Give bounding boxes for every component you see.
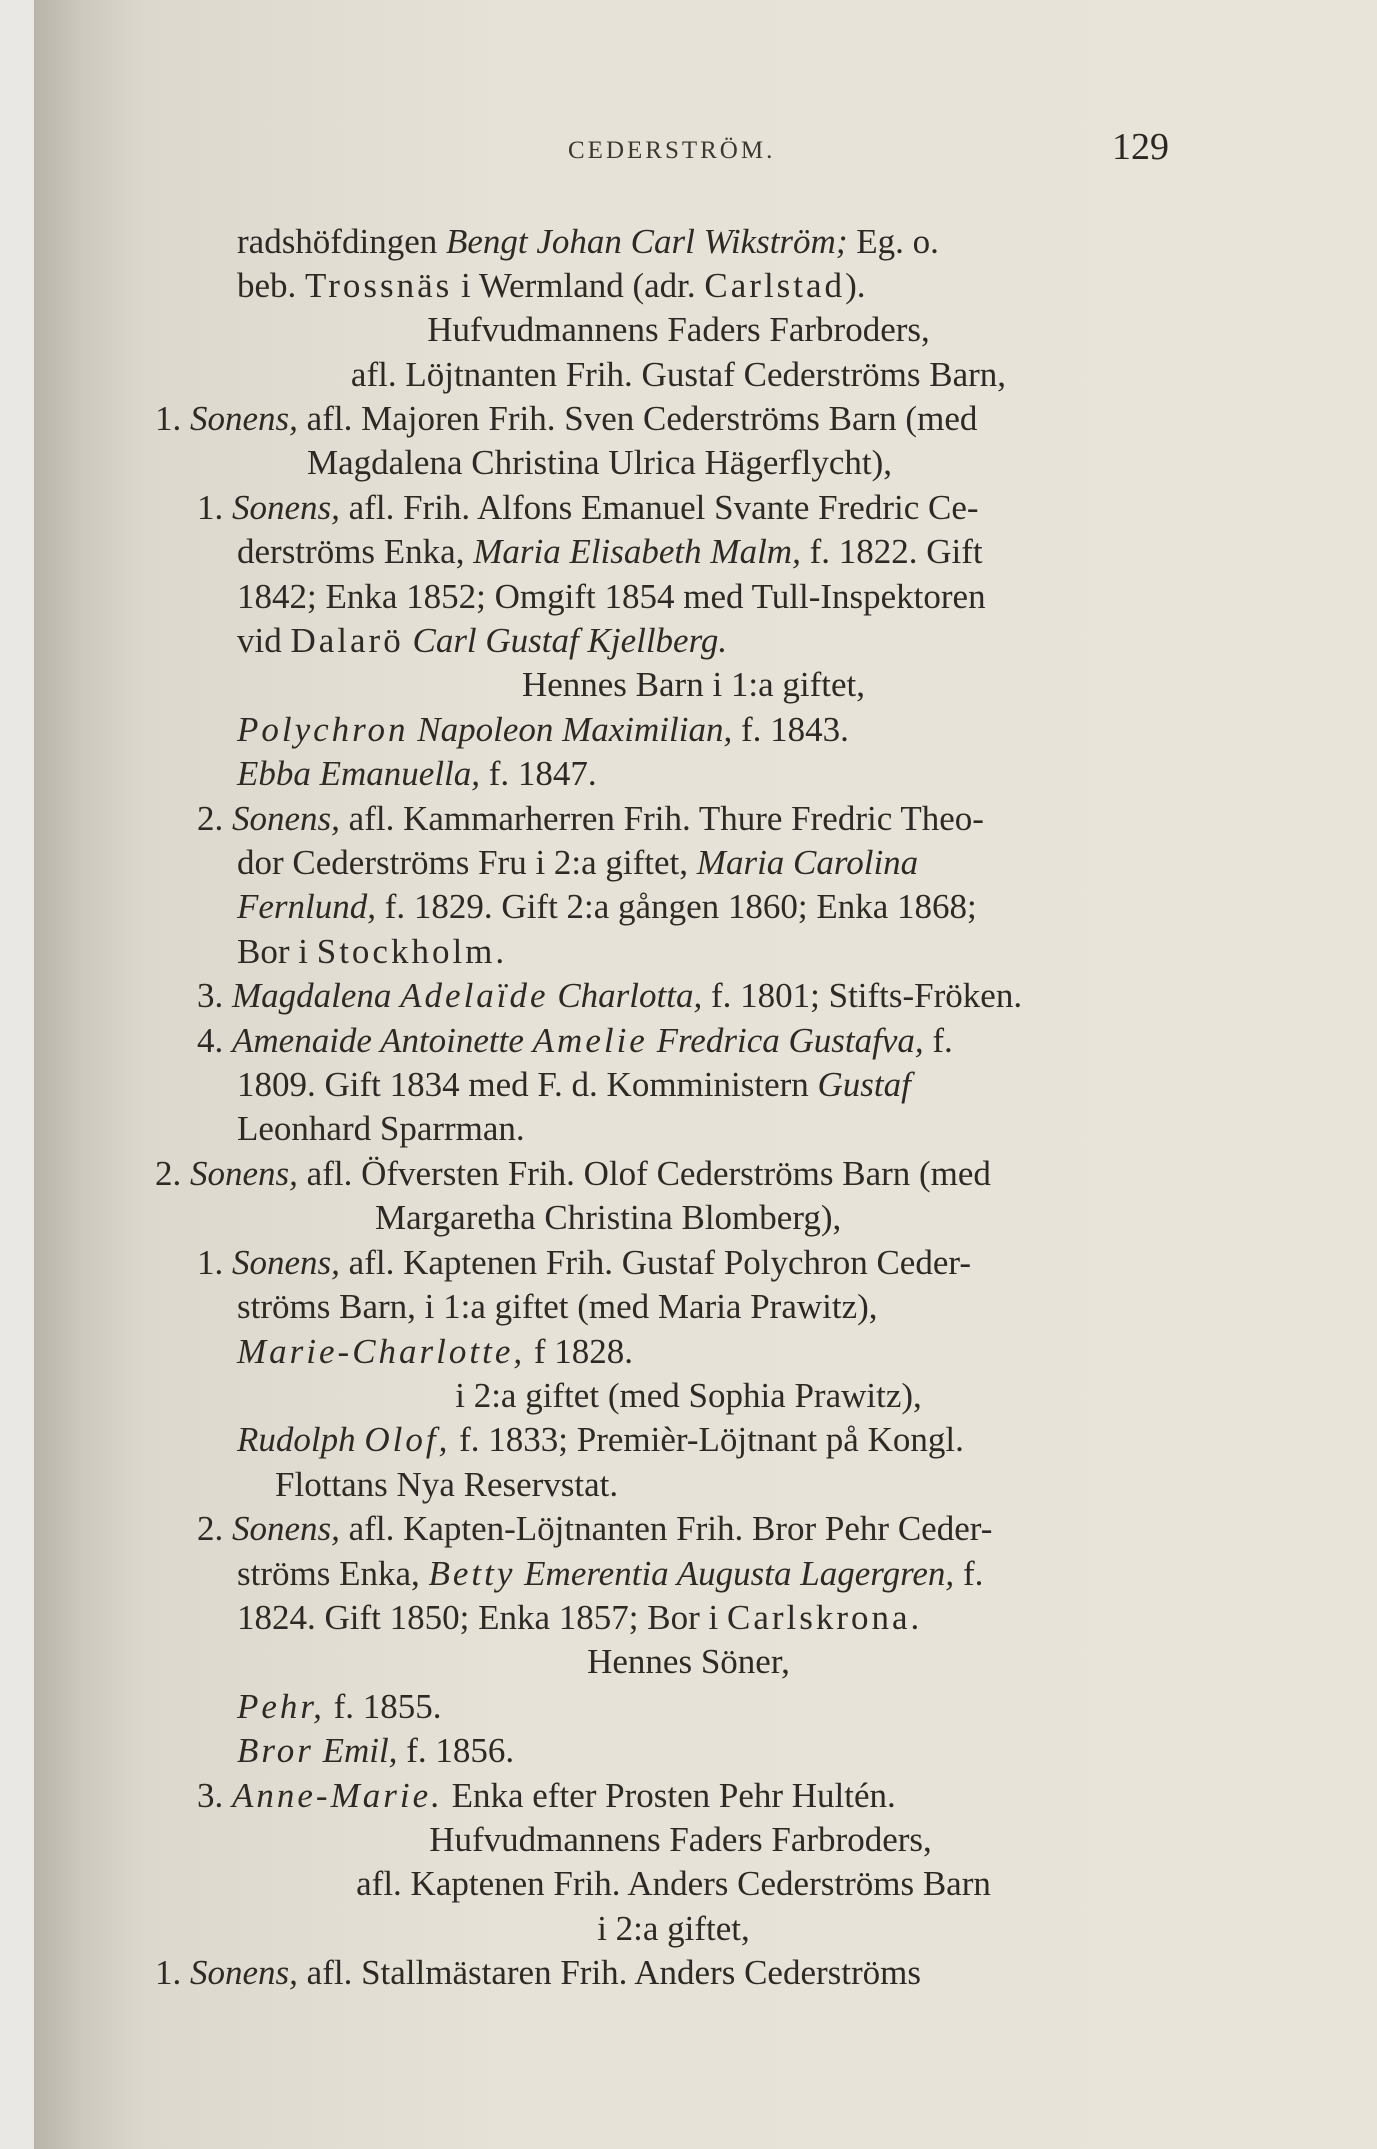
text-line: Marie-Charlotte, f 1828. xyxy=(237,1332,634,1371)
entry-line: 3. Magdalena Adelaïde Charlotta, f. 1801; Stifts-Fröken. xyxy=(197,976,1023,1015)
text-line: Pehr, f. 1855. xyxy=(237,1687,442,1726)
text-line: vid Dalarö Carl Gustaf Kjellberg. xyxy=(237,621,728,660)
text-line: beb. Trossnäs i Wermland (adr. Carlstad). xyxy=(237,266,866,305)
entry-line: 1. Sonens, afl. Frih. Alfons Emanuel Svante Fredric Ce- xyxy=(197,488,979,527)
section-subheading: i 2:a giftet, xyxy=(597,1909,750,1948)
text-line: Polychron Napoleon Maximilian, f. 1843. xyxy=(237,710,849,749)
text-line: radshöfdingen Bengt Johan Carl Wikström; Eg. o. xyxy=(237,222,939,261)
text-line: Ebba Emanuella, f. 1847. xyxy=(237,754,597,793)
text-line: Flottans Nya Reservstat. xyxy=(275,1465,619,1504)
text-line: 1842; Enka 1852; Omgift 1854 med Tull-Inspektoren xyxy=(237,577,986,616)
text-line: Margaretha Christina Blomberg), xyxy=(375,1198,842,1237)
section-subheading: Hennes Barn i 1:a giftet, xyxy=(521,665,866,704)
text-line: Rudolph Olof, f. 1833; Premièr-Löjtnant på Kongl. xyxy=(237,1420,964,1459)
entry-line: 2. Sonens, afl. Kammarherren Frih. Thure Fredric Theo- xyxy=(197,799,984,838)
entry-line: 1. Sonens, afl. Kaptenen Frih. Gustaf Polychron Ceder- xyxy=(197,1243,971,1282)
section-subheading: afl. Löjtnanten Frih. Gustaf Cederströms Barn, xyxy=(350,355,1007,394)
text-line: ströms Barn, i 1:a giftet (med Maria Prawitz), xyxy=(237,1287,878,1326)
entry-line: 1. Sonens, afl. Majoren Frih. Sven Cederströms Barn (med xyxy=(155,399,978,438)
section-subheading: afl. Kaptenen Frih. Anders Cederströms Barn xyxy=(356,1864,991,1903)
text-line: Bor i Stockholm. xyxy=(237,932,505,971)
text-line: Bror Emil, f. 1856. xyxy=(237,1731,515,1770)
text-line: Fernlund, f. 1829. Gift 2:a gången 1860; Enka 1868; xyxy=(237,887,977,926)
entry-line: 3. Anne-Marie. Enka efter Prosten Pehr Hultén. xyxy=(197,1776,896,1815)
section-subheading: Hennes Söner, xyxy=(587,1642,790,1681)
text-line: 1824. Gift 1850; Enka 1857; Bor i Carlskrona. xyxy=(237,1598,920,1637)
entry-line: 2. Sonens, afl. Kapten-Löjtnanten Frih. Bror Pehr Ceder- xyxy=(197,1509,993,1548)
entry-line: 2. Sonens, afl. Öfversten Frih. Olof Cederströms Barn (med xyxy=(155,1154,991,1193)
text-line: Magdalena Christina Ulrica Hägerflycht), xyxy=(307,443,893,482)
page-number: 129 xyxy=(1112,126,1169,168)
section-subheading: i 2:a giftet (med Sophia Prawitz), xyxy=(455,1376,922,1415)
entry-line: 4. Amenaide Antoinette Amelie Fredrica Gustafva, f. xyxy=(197,1021,953,1060)
entry-line: 1. Sonens, afl. Stallmästaren Frih. Anders Cederströms xyxy=(155,1953,921,1992)
section-heading: Hufvudmannens Faders Farbroders, xyxy=(427,310,930,349)
text-line: Leonhard Sparrman. xyxy=(237,1109,525,1148)
section-heading: Hufvudmannens Faders Farbroders, xyxy=(429,1820,932,1859)
running-title: CEDERSTRÖM. xyxy=(568,137,776,164)
text-line: ströms Enka, Betty Emerentia Augusta Lagergren, f. xyxy=(237,1554,984,1593)
text-line: 1809. Gift 1834 med F. d. Komministern Gustaf xyxy=(237,1065,911,1104)
text-line: dor Cederströms Fru i 2:a giftet, Maria Carolina xyxy=(237,843,919,882)
text-line: derströms Enka, Maria Elisabeth Malm, f. 1822. Gift xyxy=(237,532,983,571)
